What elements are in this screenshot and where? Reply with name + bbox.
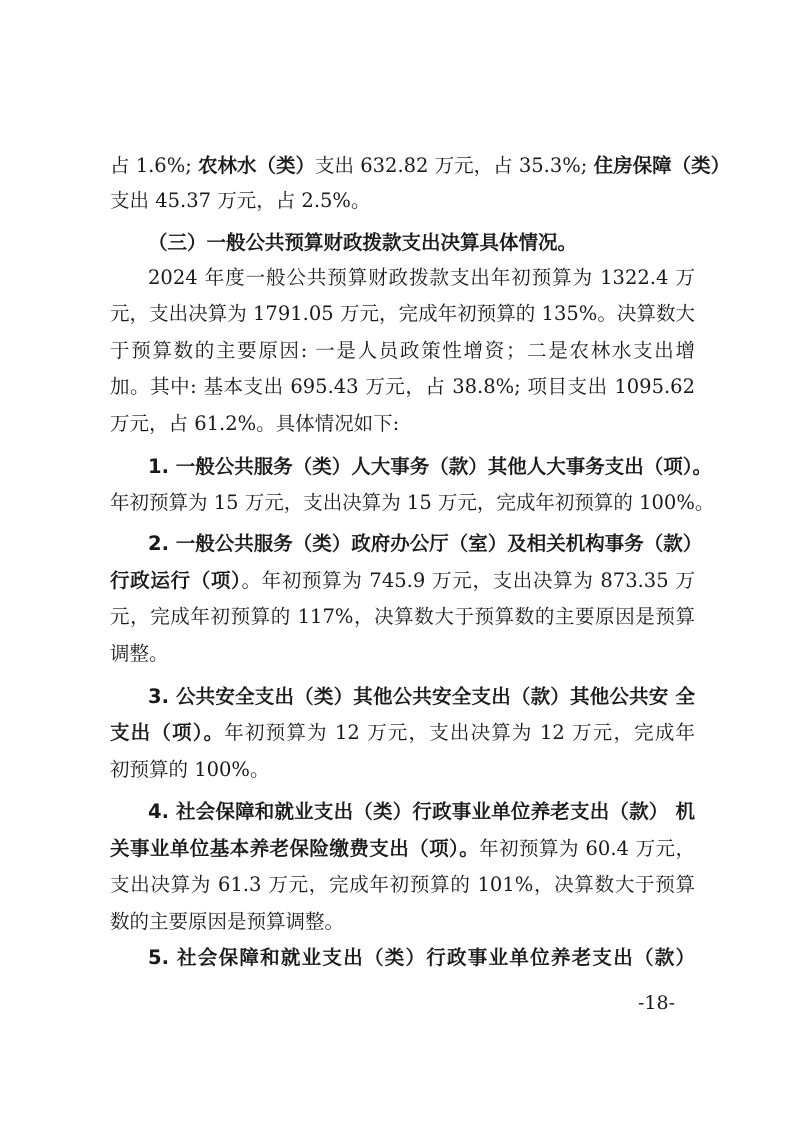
item1-title: 1. 一般公共服务（类）人大事务（款）其他人大事务支出（项）。 <box>148 455 713 478</box>
item3-line-2: 支出（项）。年初预算为 12 万元，支出决算为 12 万元，完成年 <box>110 721 695 744</box>
summary-line-4: 加。其中: 基本支出 695.43 万元，占 38.8%; 项目支出 1095.62 <box>110 375 695 398</box>
summary-line-1: 2024 年度一般公共预算财政拨款支出年初预算为 1322.4 万 <box>148 266 695 289</box>
item4-line-2: 关事业单位基本养老保险缴费支出（项）。年初预算为 60.4 万元， <box>110 837 695 860</box>
summary-line-5: 万元，占 61.2%。具体情况如下: <box>110 412 400 435</box>
item2-line-4: 调整。 <box>110 642 169 665</box>
item3-title: 3. 公共安全支出（类）其他公共安全支出（款）其他公共安 全 <box>148 685 695 708</box>
item2-title: 2. 一般公共服务（类）政府办公厅（室）及相关机构事务（款） <box>148 532 703 555</box>
intro-line-1: 占 1.6%; 农林水（类）支出 632.82 万元，占 35.3%; 住房保障（类） <box>110 154 731 177</box>
summary-line-2: 元，支出决算为 1791.05 万元，完成年初预算的 135%。决算数大 <box>110 302 695 325</box>
item4-title: 4. 社会保障和就业支出（类）行政事业单位养老支出（款） 机 <box>148 800 695 823</box>
intro-line-2: 支出 45.37 万元，占 2.5%。 <box>110 189 371 212</box>
item1-line-2: 年初预算为 15 万元，支出决算为 15 万元，完成年初预算的 100%。 <box>110 491 715 514</box>
item5-title: 5. 社会保障和就业支出（类）行政事业单位养老支出（款） <box>148 946 695 969</box>
item4-line-4: 数的主要原因是预算调整。 <box>110 910 345 933</box>
summary-line-3: 于预算数的主要原因: 一是人员政策性增资；二是农林水支出增 <box>110 339 695 362</box>
item4-line-3: 支出决算为 61.3 万元，完成年初预算的 101%，决算数大于预算 <box>110 873 695 896</box>
item2-line-2: 行政运行（项）。年初预算为 745.9 万元，支出决算为 873.35 万 <box>110 569 695 592</box>
item3-line-3: 初预算的 100%。 <box>110 758 270 781</box>
section-heading: （三）一般公共预算财政拨款支出决算具体情况。 <box>148 231 578 254</box>
item2-line-3: 元，完成年初预算的 117%，决算数大于预算数的主要原因是预算 <box>110 605 695 628</box>
page-number: -18- <box>638 992 676 1014</box>
